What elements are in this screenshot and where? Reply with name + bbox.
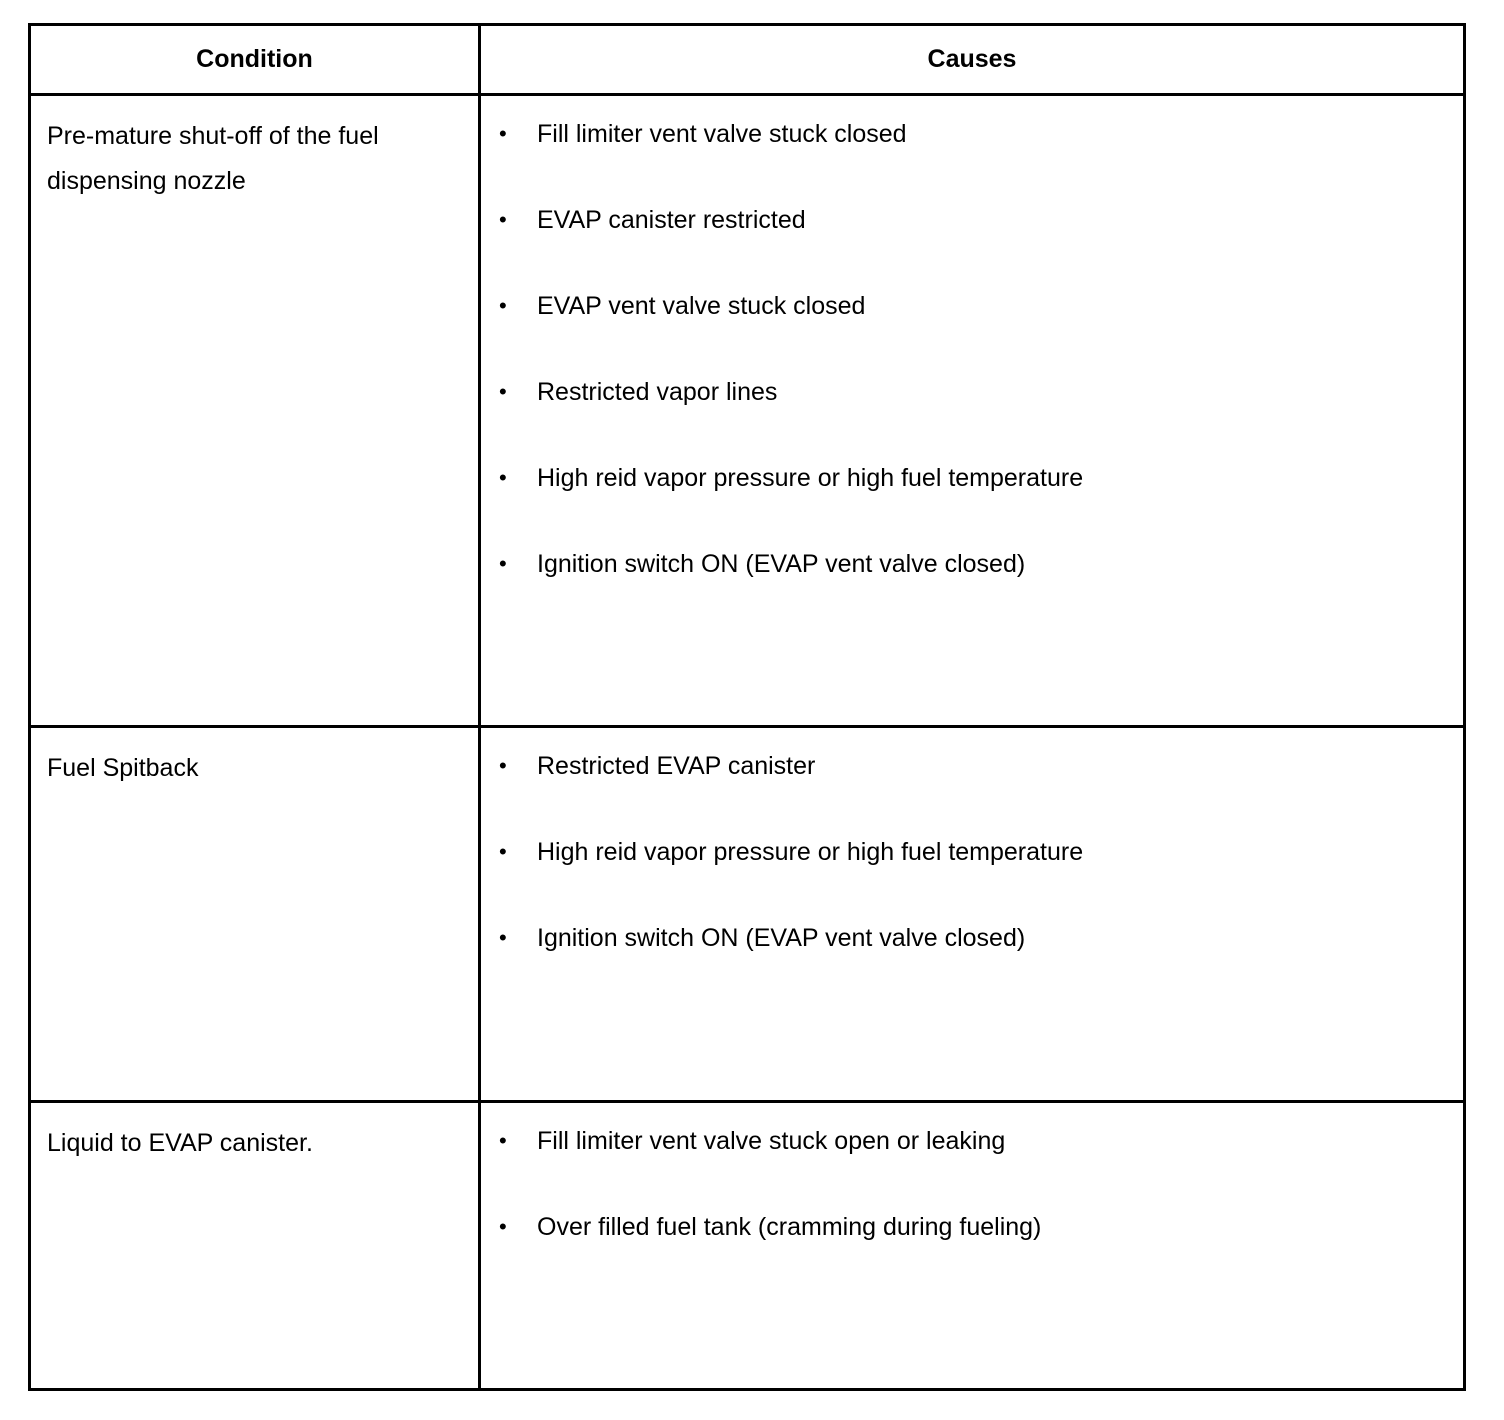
bullet-icon: • [499,1128,507,1153]
condition-header: Condition [30,25,480,95]
causes-list [481,1103,1463,1247]
table-row [30,727,1465,1102]
list-item [481,458,1463,498]
list-item [481,832,1463,872]
bullet-icon: • [499,207,507,232]
cause-text: Fill limiter vent valve stuck closed [537,120,907,148]
causes-cell [480,1102,1465,1390]
bullet-icon: • [499,293,507,318]
condition-text: Liquid to EVAP canister. [47,1129,313,1157]
cause-text: EVAP canister restricted [537,206,806,234]
causes-cell [480,727,1465,1102]
bullet-icon: • [499,753,507,778]
bullet-icon: • [499,1214,507,1239]
list-item [481,372,1463,412]
causes-header: Causes [480,25,1465,95]
cause-text: High reid vapor pressure or high fuel temperature [537,464,1084,492]
bullet-icon: • [499,925,507,950]
cause-text: Fill limiter vent valve stuck open or leaking [537,1127,1006,1155]
bullet-icon: • [499,121,507,146]
list-item [481,544,1463,584]
bullet-icon: • [499,839,507,864]
list-item [481,746,1463,786]
bullet-icon: • [499,465,507,490]
cause-text: Over filled fuel tank (cramming during fueling) [537,1213,1042,1241]
cause-text: Ignition switch ON (EVAP vent valve closed) [537,550,1026,578]
list-item [481,200,1463,240]
bullet-icon: • [499,551,507,576]
condition-text: Fuel Spitback [47,754,199,782]
list-item [481,114,1463,154]
bullet-icon: • [499,379,507,404]
condition-text: Pre-mature shut-off of the fuel dispensing nozzle [47,122,379,195]
cause-text: Restricted EVAP canister [537,752,816,780]
causes-list [481,96,1463,584]
causes-list [481,728,1463,958]
causes-cell [480,95,1465,727]
cause-text: Ignition switch ON (EVAP vent valve closed) [537,924,1026,952]
condition-cell [30,1102,480,1390]
list-item [481,1207,1463,1247]
table-row [30,1102,1465,1390]
condition-cell [30,727,480,1102]
cause-text: EVAP vent valve stuck closed [537,292,866,320]
list-item [481,286,1463,326]
list-item [481,918,1463,958]
table-header-row [30,25,1465,95]
table-row [30,95,1465,727]
list-item [481,1121,1463,1161]
cause-text: Restricted vapor lines [537,378,778,406]
condition-cell [30,95,480,727]
condition-causes-table [28,23,1466,1391]
cause-text: High reid vapor pressure or high fuel temperature [537,838,1084,866]
